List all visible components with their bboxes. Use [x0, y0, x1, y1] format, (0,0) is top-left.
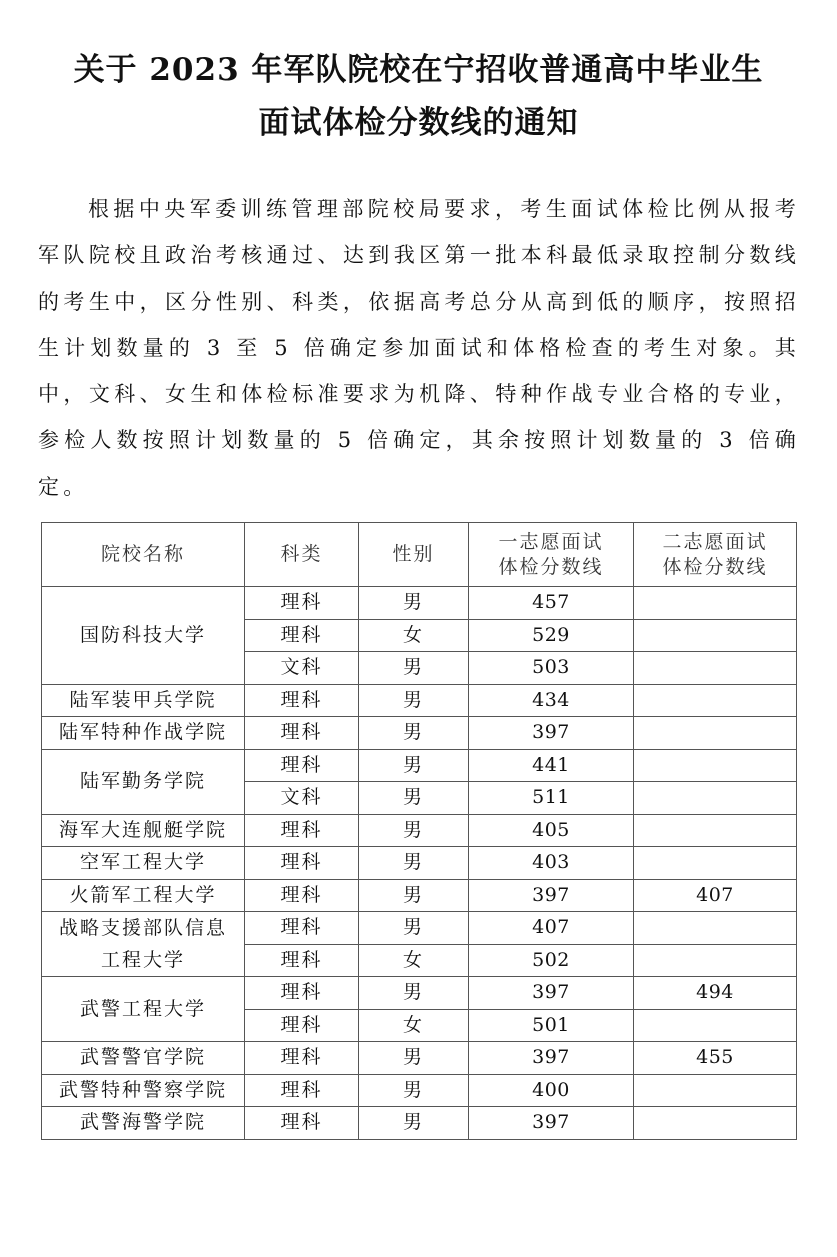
category-cell: 理科 [245, 847, 359, 880]
gender-cell: 男 [359, 717, 469, 750]
second-choice-score-cell [634, 717, 797, 750]
first-choice-score-cell: 501 [469, 1009, 634, 1042]
school-name-cell [42, 847, 245, 880]
document-title-line-1: 关于 2023 年军队院校在宁招收普通高中毕业生 [73, 52, 764, 88]
first-choice-score-cell: 529 [469, 619, 634, 652]
gender-cell: 男 [359, 749, 469, 782]
header-second-choice-line-2: 体检分数线 [662, 555, 768, 578]
first-choice-score-cell: 397 [469, 1042, 634, 1075]
category-cell: 理科 [245, 912, 359, 945]
gender-cell: 男 [359, 684, 469, 717]
header-first-choice-line-1: 一志愿面试 [498, 530, 604, 553]
category-cell: 理科 [245, 944, 359, 977]
second-choice-score-cell [634, 944, 797, 977]
table-row [42, 684, 797, 717]
table-header-row [42, 523, 797, 587]
school-name-cell [42, 1107, 245, 1140]
school-name-line-2: 工程大学 [100, 949, 185, 971]
second-choice-score-cell [634, 587, 797, 620]
header-category: 科类 [245, 523, 359, 587]
table-row [42, 814, 797, 847]
first-choice-score-cell: 397 [469, 879, 634, 912]
school-name: 武警警官学院 [79, 1046, 206, 1069]
school-name: 武警特种警察学院 [58, 1078, 227, 1101]
first-choice-score-cell: 407 [469, 912, 634, 945]
second-choice-score-cell [634, 619, 797, 652]
header-first-choice-line-2: 体检分数线 [498, 555, 604, 578]
category-cell: 理科 [245, 814, 359, 847]
first-choice-score-cell: 403 [469, 847, 634, 880]
second-choice-score-cell [634, 1074, 797, 1107]
header-gender: 性别 [359, 523, 469, 587]
table-row [42, 717, 797, 750]
gender-cell: 女 [359, 619, 469, 652]
document-title-line-2: 面试体检分数线的通知 [258, 105, 579, 141]
gender-cell: 男 [359, 977, 469, 1010]
header-school: 院校名称 [42, 523, 245, 587]
second-choice-score-cell [634, 912, 797, 945]
gender-cell: 男 [359, 782, 469, 815]
second-choice-score-cell [634, 749, 797, 782]
table-row [42, 749, 797, 782]
table-row [42, 1074, 797, 1107]
second-choice-score-cell [634, 782, 797, 815]
second-choice-score-cell [634, 847, 797, 880]
header-first-choice [469, 523, 634, 587]
first-choice-score-cell: 397 [469, 977, 634, 1010]
school-name: 陆军装甲兵学院 [69, 688, 217, 711]
first-choice-score-cell: 397 [469, 1107, 634, 1140]
category-cell: 文科 [245, 652, 359, 685]
second-choice-score-cell: 407 [634, 879, 797, 912]
gender-cell: 女 [359, 944, 469, 977]
second-choice-score-cell [634, 684, 797, 717]
category-cell: 理科 [245, 749, 359, 782]
gender-cell: 男 [359, 587, 469, 620]
first-choice-score-cell: 434 [469, 684, 634, 717]
school-name: 空军工程大学 [79, 851, 206, 874]
school-name: 武警工程大学 [79, 997, 206, 1020]
second-choice-score-cell: 494 [634, 977, 797, 1010]
category-cell: 文科 [245, 782, 359, 815]
category-cell: 理科 [245, 1074, 359, 1107]
category-cell: 理科 [245, 587, 359, 620]
gender-cell: 男 [359, 1042, 469, 1075]
school-name-cell [42, 814, 245, 847]
gender-cell: 男 [359, 912, 469, 945]
table-row [42, 587, 797, 620]
category-cell: 理科 [245, 1042, 359, 1075]
school-name-cell [42, 1074, 245, 1107]
table-row [42, 1107, 797, 1140]
school-name: 国防科技大学 [79, 623, 206, 646]
school-name-cell [42, 684, 245, 717]
score-table-body [42, 523, 797, 1140]
gender-cell: 男 [359, 879, 469, 912]
school-name-cell [42, 1042, 245, 1075]
second-choice-score-cell [634, 1009, 797, 1042]
first-choice-score-cell: 457 [469, 587, 634, 620]
first-choice-score-cell: 503 [469, 652, 634, 685]
category-cell: 理科 [245, 717, 359, 750]
gender-cell: 男 [359, 1074, 469, 1107]
school-name-cell [42, 717, 245, 750]
header-second-choice [634, 523, 797, 587]
school-name-cell [42, 587, 245, 685]
gender-cell: 男 [359, 1107, 469, 1140]
first-choice-score-cell: 502 [469, 944, 634, 977]
school-name: 海军大连舰艇学院 [58, 818, 227, 841]
school-name: 武警海警学院 [79, 1111, 206, 1134]
second-choice-score-cell [634, 814, 797, 847]
school-name-cell [42, 879, 245, 912]
notice-paragraph: 根据中央军委训练管理部院校局要求，考生面试体检比例从报考军队院校且政治考核通过、达到我区第一批本科最低录取控制分数线的考生中，区分性别、科类，依据高考总分从高到低的顺序，按照招生计划数量的 3 至 5 倍确定参加面试和体格检查的考生对象。其中，文科、女生和体检标准要求为机降、特种作战专业合格的专业，参检人数按照计划数量的 5 倍确定，其余按照计划数量的 3 倍确定。 [38, 197, 800, 499]
school-name-cell [42, 749, 245, 814]
category-cell: 理科 [245, 619, 359, 652]
first-choice-score-cell: 397 [469, 717, 634, 750]
table-row [42, 879, 797, 912]
table-row [42, 1042, 797, 1075]
table-row [42, 977, 797, 1010]
school-name: 火箭军工程大学 [69, 883, 217, 906]
first-choice-score-cell: 441 [469, 749, 634, 782]
score-table [41, 522, 797, 1140]
second-choice-score-cell: 455 [634, 1042, 797, 1075]
school-name-cell [42, 977, 245, 1042]
gender-cell: 男 [359, 652, 469, 685]
school-name: 陆军勤务学院 [79, 770, 206, 792]
school-name-cell [42, 912, 245, 977]
first-choice-score-cell: 405 [469, 814, 634, 847]
category-cell: 理科 [245, 879, 359, 912]
first-choice-score-cell: 400 [469, 1074, 634, 1107]
school-name: 陆军特种作战学院 [58, 721, 227, 744]
gender-cell: 男 [359, 847, 469, 880]
school-name: 战略支援部队信息 [58, 917, 227, 939]
gender-cell: 男 [359, 814, 469, 847]
gender-cell: 女 [359, 1009, 469, 1042]
table-row [42, 847, 797, 880]
header-second-choice-line-1: 二志愿面试 [662, 530, 768, 553]
category-cell: 理科 [245, 1009, 359, 1042]
table-row [42, 912, 797, 945]
category-cell: 理科 [245, 977, 359, 1010]
first-choice-score-cell: 511 [469, 782, 634, 815]
second-choice-score-cell [634, 1107, 797, 1140]
category-cell: 理科 [245, 684, 359, 717]
category-cell: 理科 [245, 1107, 359, 1140]
second-choice-score-cell [634, 652, 797, 685]
